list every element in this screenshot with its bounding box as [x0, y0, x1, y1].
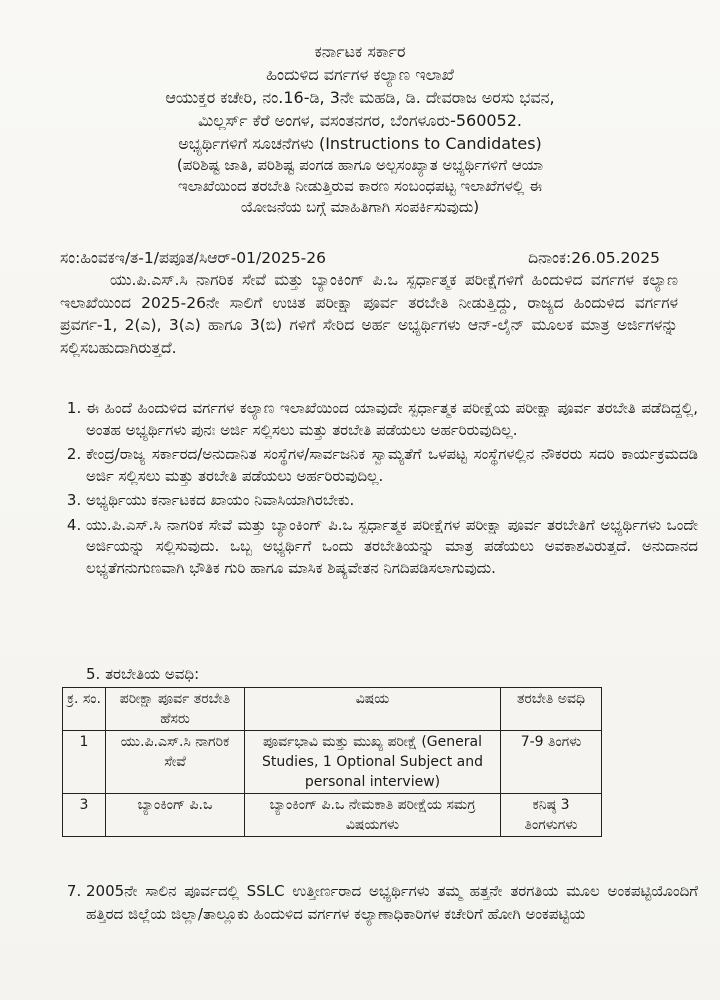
- instruction-item: 1. ಈ ಹಿಂದೆ ಹಿಂದುಳಿದ ವರ್ಗಗಳ ಕಲ್ಯಾಣ ಇಲಾಖೆಯಿಂದ ಯಾವುದೇ ಸ್ಪರ್ಧಾತ್ಮಕ ಪರೀಕ್ಷೆಯ ಪರೀಕ್ಷಾ ಪೂರ್ವ ತರಬೇತಿ ಪಡೆದಿದ್ದಲ್ಲಿ, ಅಂತಹ ಅಭ್ಯರ್ಥಿಗಳು ಪುನಃ ಅರ್ಜಿ ಸಲ್ಲಿಸಲು ಮತ್ತು ತರಬೇತಿ ಪಡೆಯಲು ಅರ್ಹರಿರುವುದಿಲ್ಲ.: [86, 398, 698, 441]
- table-cell: ಬ್ಯಾಂಕಿಂಗ್ ಪಿ.ಒ: [106, 794, 245, 837]
- col-duration-header: ತರಬೇತಿ ಅವಧಿ: [501, 688, 602, 731]
- instruction-item: 7. 2005ನೇ ಸಾಲಿನ ಪೂರ್ವದಲ್ಲಿ SSLC ಉತ್ತೀರ್ಣರಾದ ಅಭ್ಯರ್ಥಿಗಳು ತಮ್ಮ ಹತ್ತನೇ ತರಗತಿಯ ಮೂಲ ಅಂಕಪಟ್ಟಿಯೊಂದಿಗೆ ಹತ್ತಿರದ ಜಿಲ್ಲೆಯ ಜಿಲ್ಲಾ/ತಾಲ್ಲೂಕು ಹಿಂದುಳಿದ ವರ್ಗಗಳ ಕಲ್ಯಾಣಾಧಿಕಾರಿಗಳ ಕಚೇರಿಗೆ ಹೋಗಿ ಅಂಕಪಟ್ಟಿಯ: [86, 880, 698, 926]
- table-cell: ಕನಿಷ್ಠ 3 ತಿಂಗಳುಗಳು: [501, 794, 602, 837]
- department-name: ಹಿಂದುಳಿದ ವರ್ಗಗಳ ಕಲ್ಯಾಣ ಇಲಾಖೆ: [266, 65, 454, 84]
- table-cell: ಯು.ಪಿ.ಎಸ್.ಸಿ ನಾಗರಿಕ ಸೇವೆ: [106, 731, 245, 794]
- col-serial-header: ಕ್ರ. ಸಂ.: [63, 688, 106, 731]
- instruction-item: 3. ಅಭ್ಯರ್ಥಿಯು ಕರ್ನಾಟಕದ ಖಾಯಂ ನಿವಾಸಿಯಾಗಿರಬೇಕು.: [86, 490, 698, 512]
- header-note-line2: ಇಲಾಖೆಯಿಂದ ತರಬೇತಿ ನೀಡುತ್ತಿರುವ ಕಾರಣ ಸಂಬಂಧಪಟ್ಟ ಇಲಾಖೆಗಳಲ್ಲಿ ಈ: [178, 177, 542, 195]
- instruction-item: 4. ಯು.ಪಿ.ಎಸ್.ಸಿ ನಾಗರಿಕ ಸೇವೆ ಮತ್ತು ಬ್ಯಾಂಕಿಂಗ್ ಪಿ.ಒ ಸ್ಪರ್ಧಾತ್ಮಕ ಪರೀಕ್ಷೆಗಳ ಪರೀಕ್ಷಾ ಪೂರ್ವ ತರಬೇತಿಗೆ ಅಭ್ಯರ್ಥಿಗಳು ಒಂದೇ ಅರ್ಜಿಯನ್ನು ಸಲ್ಲಿಸುವುದು. ಒಬ್ಬ ಅಭ್ಯರ್ಥಿಗೆ ಒಂದು ತರಬೇತಿಯನ್ನು ಮಾತ್ರ ಪಡೆಯಲು ಅವಕಾಶವಿರುತ್ತದೆ. ಅನುದಾನದ ಲಭ್ಯತೆಗನುಗುಣವಾಗಿ ಭೌತಿಕ ಗುರಿ ಹಾಗೂ ಮಾಸಿಕ ಶಿಷ್ಯವೇತನ ನಿಗದಿಪಡಿಸಲಾಗುವುದು.: [86, 515, 698, 580]
- header-note-line3: ಯೋಜನೆಯ ಬಗ್ಗೆ ಮಾಹಿತಿಗಾಗಿ ಸಂಪರ್ಕಿಸುವುದು): [240, 198, 480, 216]
- intro-paragraph: [60, 269, 678, 359]
- instruction-item: 2. ಕೇಂದ್ರ/ರಾಜ್ಯ ಸರ್ಕಾರದ/ಅನುದಾನಿತ ಸಂಸ್ಥೆಗಳ/ಸಾರ್ವಜನಿಕ ಸ್ವಾಮ್ಯತೆಗೆ ಒಳಪಟ್ಟ ಸಂಸ್ಥೆಗಳಲ್ಲಿನ ನೌಕರರು ಸದರಿ ಕಾರ್ಯಕ್ರಮದಡಿ ಅರ್ಜಿ ಸಲ್ಲಿಸಲು ಮತ್ತು ತರಬೇತಿ ಪಡೆಯಲು ಅರ್ಹರಿರುವುದಿಲ್ಲ.: [86, 444, 698, 487]
- table-cell: 3: [63, 794, 106, 837]
- table-header-row: [63, 688, 602, 731]
- reference-line: [60, 249, 660, 268]
- duration-heading: 5. ತರಬೇತಿಯ ಅವಧಿ:: [86, 665, 200, 683]
- table-cell: ಬ್ಯಾಂಕಿಂಗ್ ಪಿ.ಒ ನೇಮಕಾತಿ ಪರೀಕ್ಷೆಯ ಸಮಗ್ರ ವಿಷಯಗಳು: [245, 794, 501, 837]
- govt-name: ಕರ್ನಾಟಕ ಸರ್ಕಾರ: [314, 42, 406, 61]
- table-cell: 1: [63, 731, 106, 794]
- table-cell: 7-9 ತಿಂಗಳು: [501, 731, 602, 794]
- intro-text: ಯು.ಪಿ.ಎಸ್.ಸಿ ನಾಗರಿಕ ಸೇವೆ ಮತ್ತು ಬ್ಯಾಂಕಿಂಗ್ ಪಿ.ಒ ಸ್ಪರ್ಧಾತ್ಮಕ ಪರೀಕ್ಷೆಗಳಿಗೆ ಹಿಂದುಳಿದ ವರ್ಗಗಳ ಕಲ್ಯಾಣ ಇಲಾಖೆಯಿಂದ 2025-26ನೇ ಸಾಲಿಗೆ ಉಚಿತ ಪರೀಕ್ಷಾ ಪೂರ್ವ ತರಬೇತಿ ನೀಡುತ್ತಿದ್ದು, ರಾಜ್ಯದ ಹಿಂದುಳಿದ ವರ್ಗಗಳ ಪ್ರವರ್ಗ-1, 2(ಎ), 3(ಎ) ಹಾಗೂ 3(ಬಿ) ಗಳಿಗೆ ಸೇರಿದ ಅರ್ಹ ಅಭ್ಯರ್ಥಿಗಳು ಆನ್-ಲೈನ್ ಮೂಲಕ ಮಾತ್ರ ಅರ್ಜಿಗಳನ್ನು ಸಲ್ಲಿಸಬಹುದಾಗಿರುತ್ತದೆ.: [60, 271, 678, 357]
- table-row: [63, 731, 602, 794]
- instruction-list-continued: [66, 880, 698, 926]
- table-cell: ಪೂರ್ವಭಾವಿ ಮತ್ತು ಮುಖ್ಯ ಪರೀಕ್ಷೆ (General Studies, 1 Optional Subject and personal interview): [245, 731, 501, 794]
- col-subject-header: ವಿಷಯ: [245, 688, 501, 731]
- reference-number: ಸಂ:ಹಿಂವಕಇ/ತ-1/ಪಪೂತ/ಸಿಆರ್-01/2025-26: [60, 249, 326, 267]
- table-row: [63, 794, 602, 837]
- document-header: [60, 40, 660, 218]
- col-course-header: ಪರೀಕ್ಷಾ ಪೂರ್ವ ತರಬೇತಿ ಹೆಸರು: [106, 688, 245, 731]
- header-note-line1: (ಪರಿಶಿಷ್ಟ ಜಾತಿ, ಪರಿಶಿಷ್ಟ ಪಂಗಡ ಹಾಗೂ ಅಲ್ಪಸಂಖ್ಯಾತ ಅಭ್ಯರ್ಥಿಗಳಿಗೆ ಆಯಾ: [176, 156, 544, 174]
- reference-date: ದಿನಾಂಕ:26.05.2025: [528, 249, 660, 267]
- office-address-line2: ಮಿಲ್ಲರ್ಸ್ ಕೆರೆ ಅಂಗಳ, ವಸಂತನಗರ, ಬೆಂಗಳೂರು-560052.: [197, 111, 523, 130]
- office-address-line1: ಆಯುಕ್ತರ ಕಚೇರಿ, ನಂ.16-ಡಿ, 3ನೇ ಮಹಡಿ, ಡಿ. ದೇವರಾಜ ಅರಸು ಭವನ,: [165, 88, 555, 107]
- document-title: ಅಭ್ಯರ್ಥಿಗಳಿಗೆ ಸೂಚನೆಗಳು (Instructions to Candidates): [178, 134, 542, 153]
- training-duration-table: [62, 687, 602, 837]
- instruction-list: [66, 398, 698, 582]
